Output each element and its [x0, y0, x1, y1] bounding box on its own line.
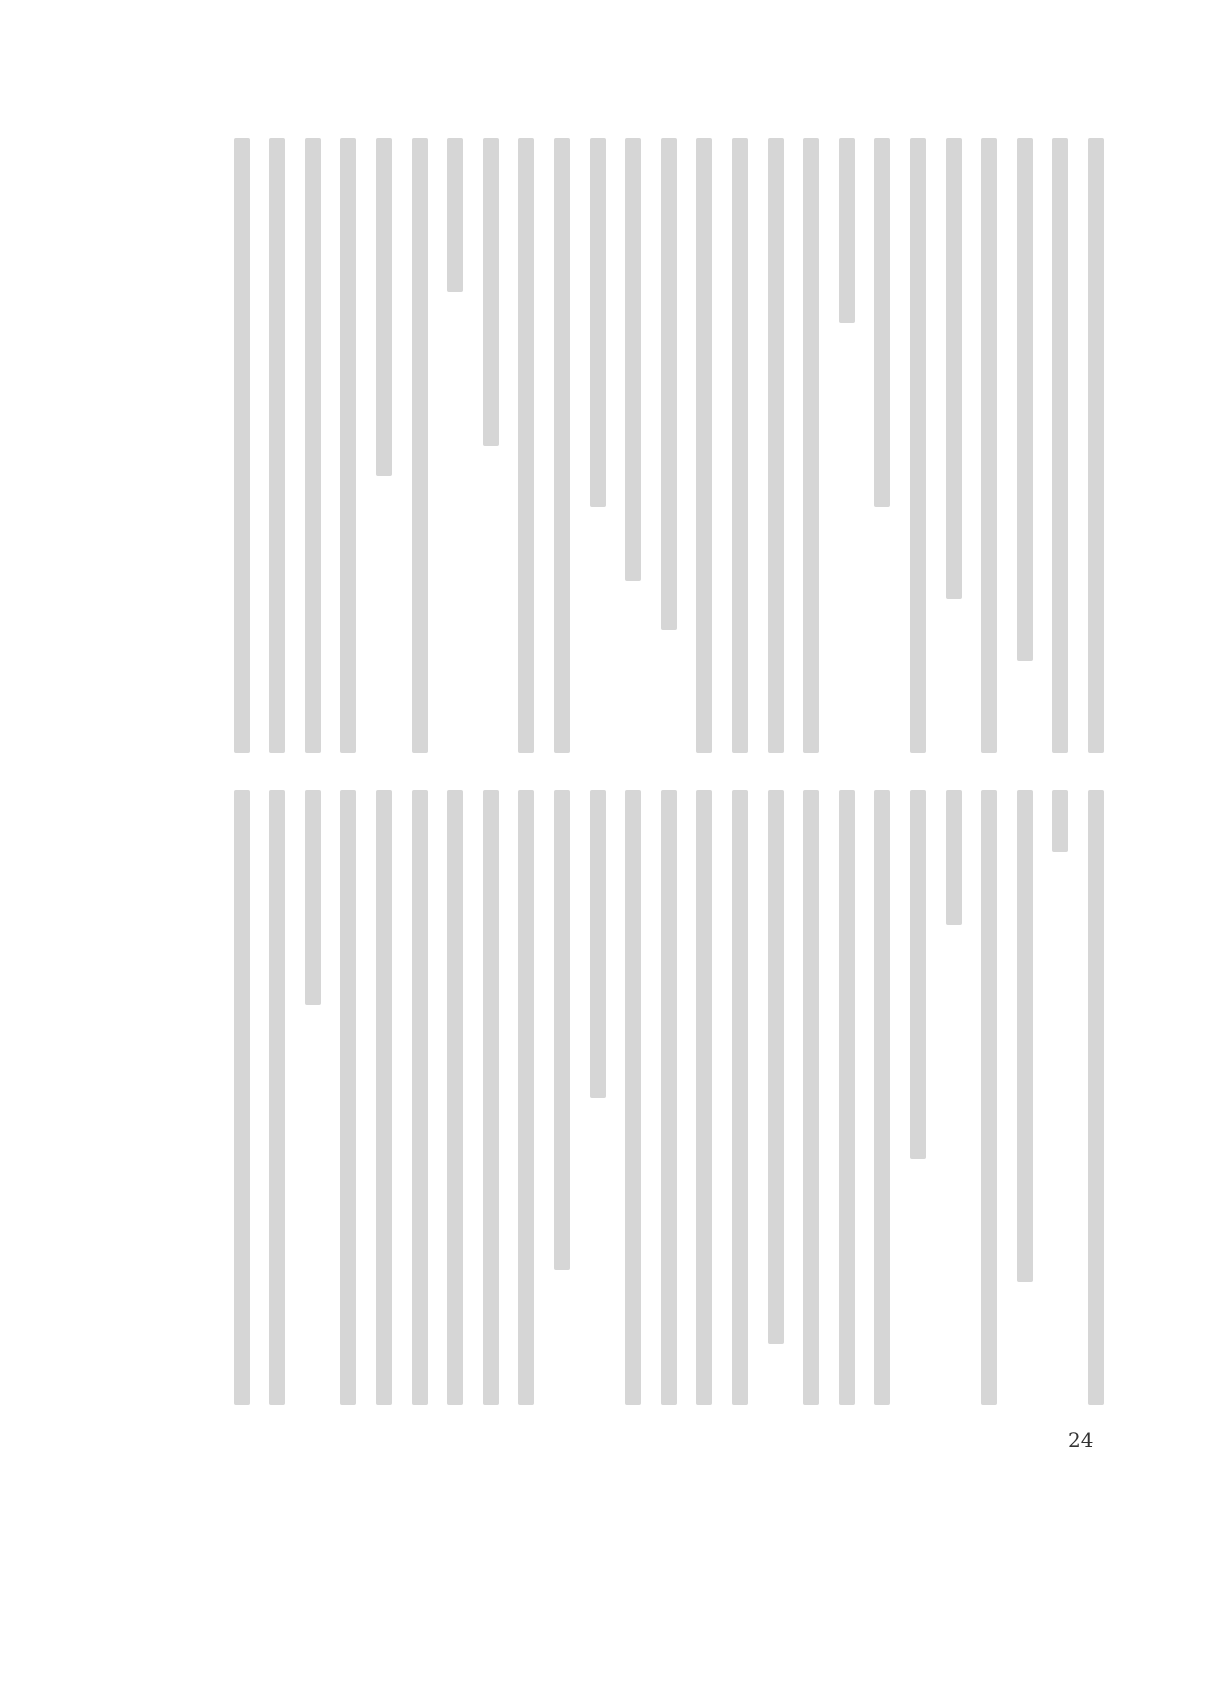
page-number: 24 [1068, 1428, 1094, 1452]
text-column [910, 790, 926, 1159]
text-column [625, 138, 641, 581]
text-column [803, 790, 819, 1405]
text-column [590, 138, 606, 507]
text-column [1052, 138, 1068, 753]
text-column [412, 138, 428, 753]
text-column [1088, 138, 1104, 753]
text-column [1017, 138, 1033, 661]
text-column [910, 138, 926, 753]
text-column [1017, 790, 1033, 1282]
text-column [661, 790, 677, 1405]
text-column [768, 790, 784, 1344]
text-block-top [118, 138, 1108, 758]
text-column [483, 138, 499, 446]
text-column [625, 790, 641, 1405]
text-column [768, 138, 784, 753]
text-column [981, 790, 997, 1405]
text-column [376, 790, 392, 1405]
text-column [590, 790, 606, 1098]
text-column [234, 138, 250, 753]
text-column [447, 790, 463, 1405]
text-column [874, 138, 890, 507]
text-column [696, 138, 712, 753]
text-column [1052, 790, 1068, 852]
text-column [554, 790, 570, 1270]
text-column [447, 138, 463, 292]
text-column [696, 790, 712, 1405]
text-column [340, 790, 356, 1405]
text-column [234, 790, 250, 1405]
text-column [554, 138, 570, 753]
text-column [839, 790, 855, 1405]
text-column [946, 790, 962, 925]
text-column [946, 138, 962, 599]
text-column [483, 790, 499, 1405]
text-column [1088, 790, 1104, 1405]
text-column [803, 138, 819, 753]
text-column [839, 138, 855, 323]
text-column [732, 790, 748, 1405]
text-column [269, 138, 285, 753]
text-column [376, 138, 392, 476]
text-column [305, 790, 321, 1005]
text-column [981, 138, 997, 753]
text-column [518, 138, 534, 753]
text-block-bottom [118, 790, 1108, 1410]
text-column [340, 138, 356, 753]
text-column [269, 790, 285, 1405]
text-column [518, 790, 534, 1405]
text-column [732, 138, 748, 753]
text-column [412, 790, 428, 1405]
text-column [661, 138, 677, 630]
text-column [874, 790, 890, 1405]
text-column [305, 138, 321, 753]
